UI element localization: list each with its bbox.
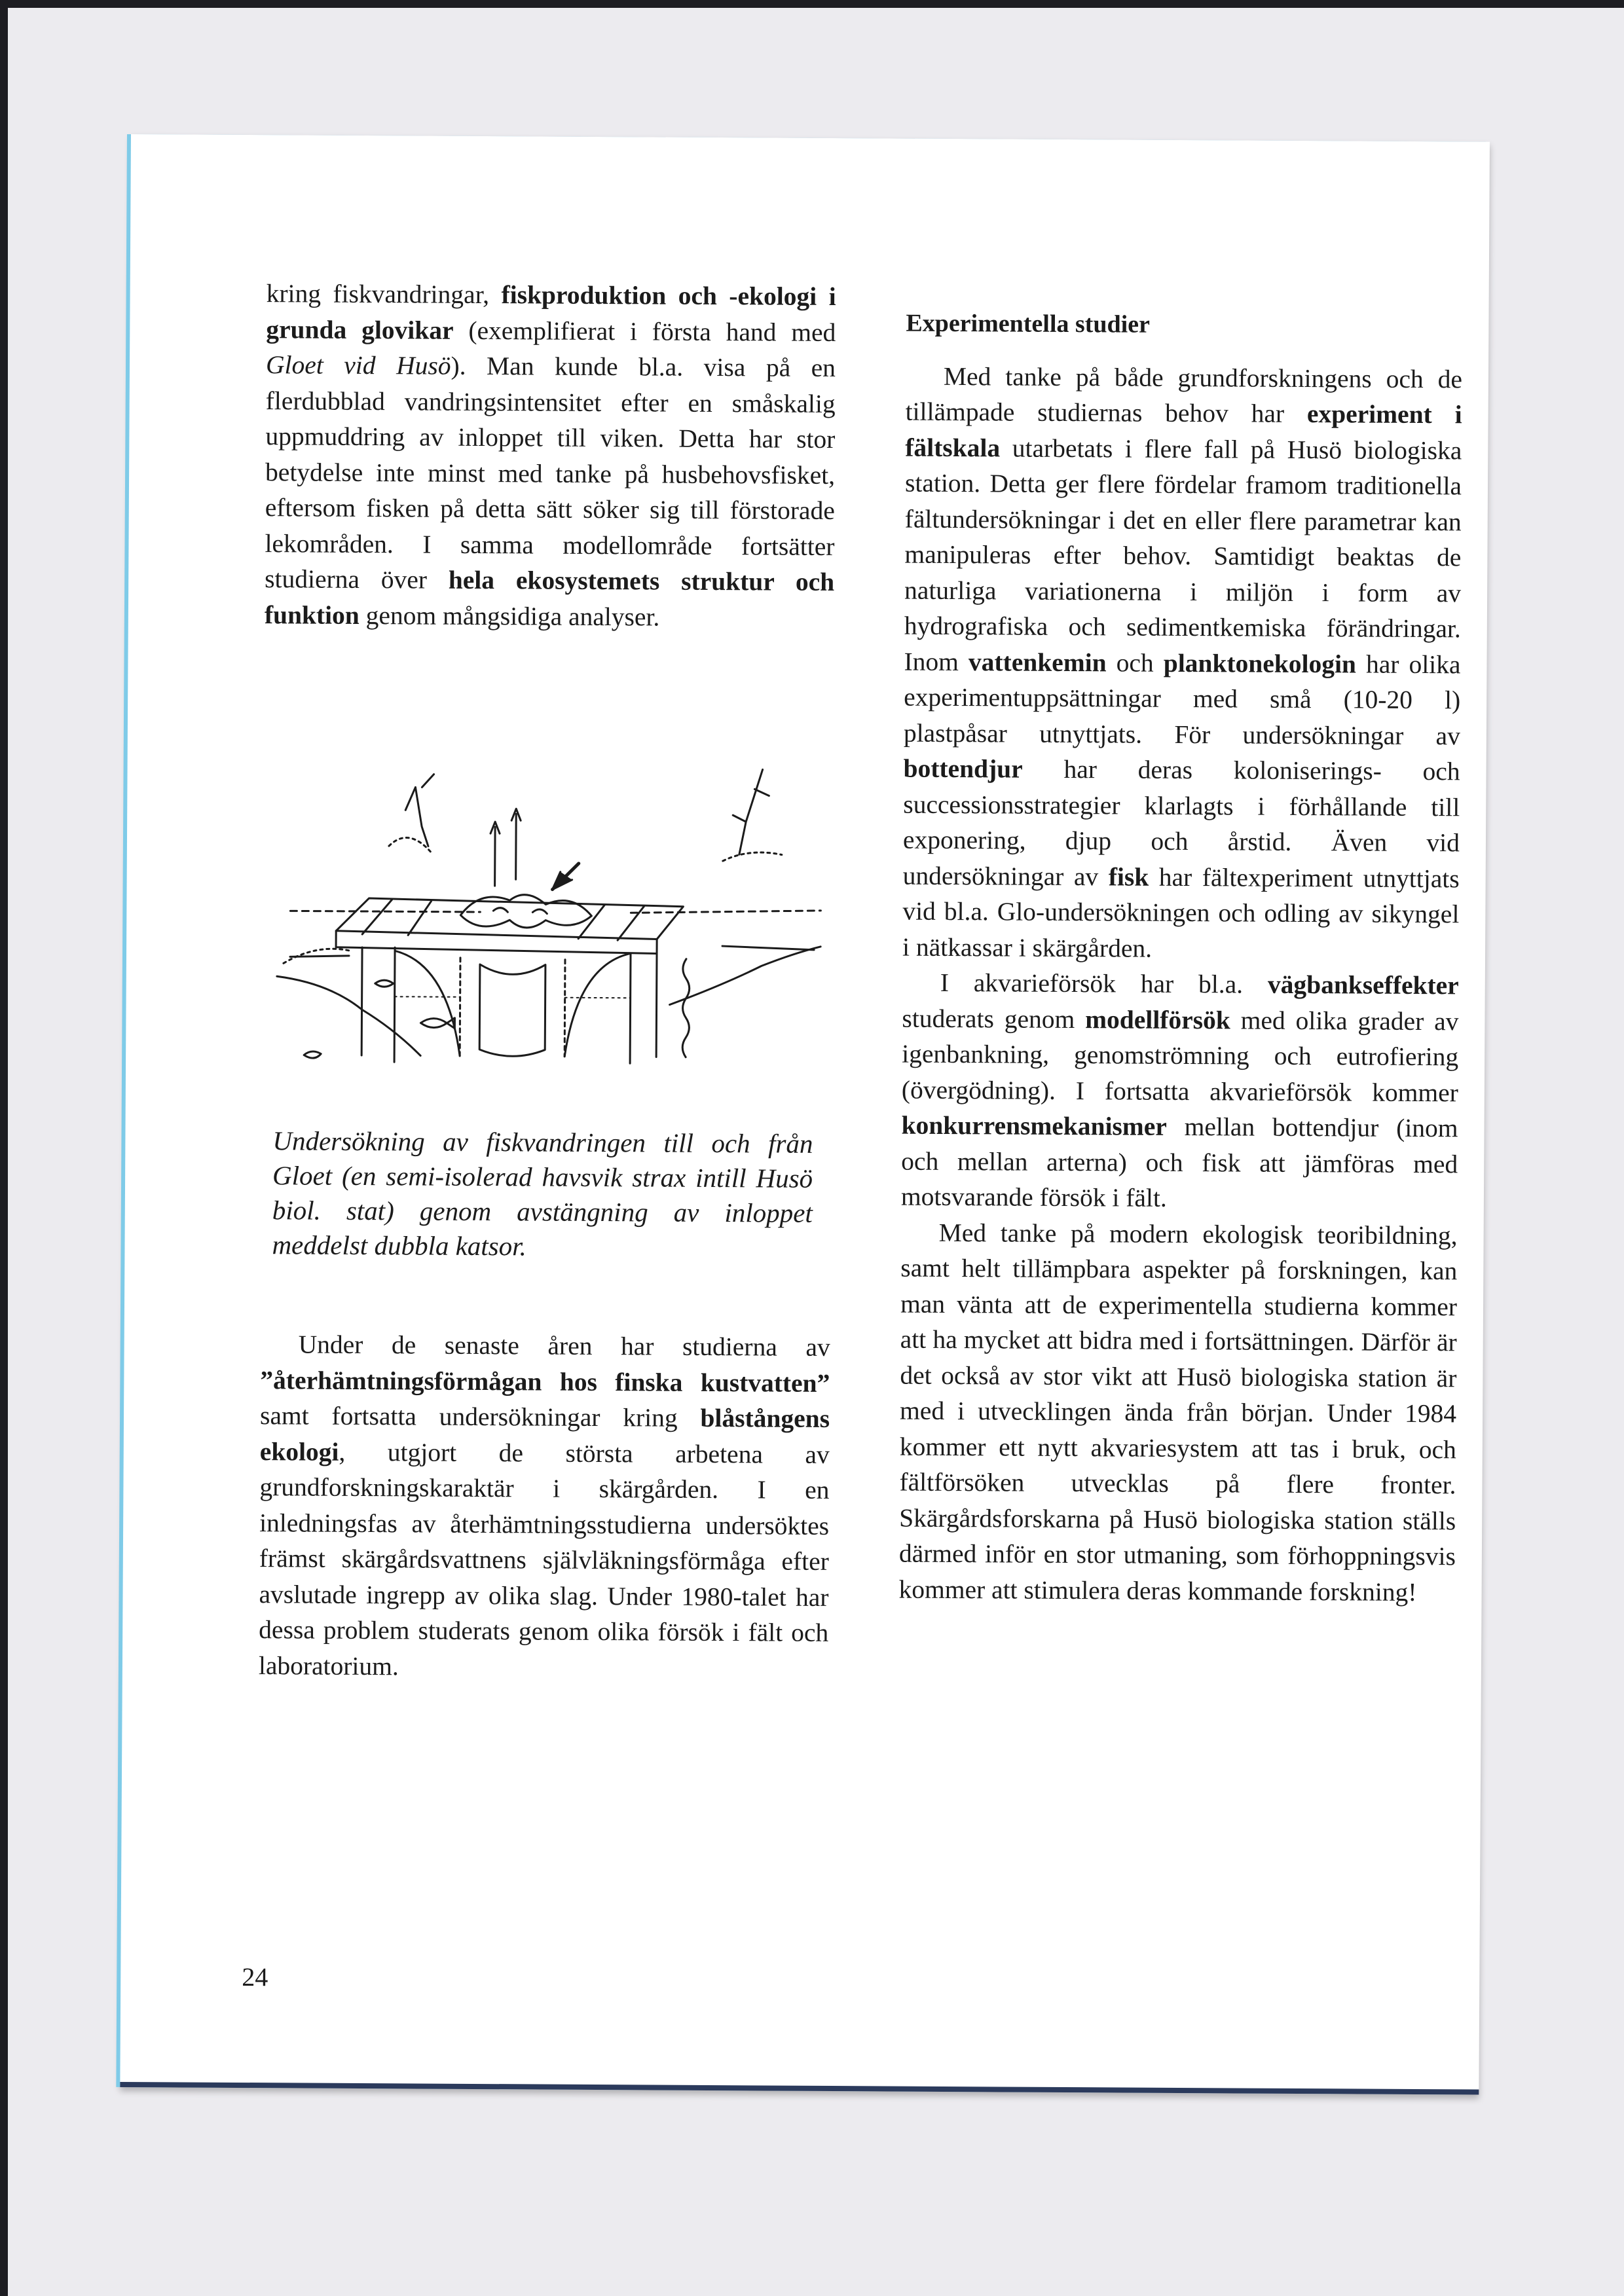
page-number: 24 xyxy=(242,1961,268,1992)
scan-edge-left xyxy=(0,0,8,2296)
document-page xyxy=(120,134,1490,2095)
right-paragraph-3: Med tanke på modern ekologisk teoribildning, samt helt tillämpbara aspekter på forskningen, kan man vänta att de experimentella studierna kommer att ha mycket att bidra med i fortsättningen. Därför är det också av stor vikt att Husö biologiska station är med i utvecklingen ända från början. Under 1984 kommer ett nytt akvariesystem att tas i bruk, och fältförsöken utvecklas på flere fronter. Skärgårdsforskarna på Husö biologiska station ställs därmed inför en stor utmaning, som förhoppningsvis kommer att stimulera deras kommande forskning! xyxy=(898,1218,1458,1607)
bold-term: blåstångens ekologi xyxy=(259,1403,830,1467)
bold-term: modellförsök xyxy=(1085,1004,1230,1034)
bold-term: ”återhämtningsförmågan hos finska kustvatten” xyxy=(260,1365,830,1398)
bold-term: fiskproduktion och -ekologi i grunda glovikar xyxy=(266,280,836,345)
left-paragraph-2: Under de senaste åren har studierna av ”återhämtningsförmågan hos finska kustvatten” samt fortsatta undersökningar kring blåstångens ekologi, utgjort de största arbetena av grundforskningskaraktär i skärgården. I en inledningsfas av återhämtningsstudierna undersöktes främst skärgårdsvattnens självläkningsförmåga efter avslutade ingrepp av olika slag. Under 1980-talet har dessa problem studerats genom olika försök i fält och laboratorium. xyxy=(258,1330,830,1681)
left-column xyxy=(265,276,836,636)
bold-term: experiment i fältskala xyxy=(905,399,1462,462)
right-column xyxy=(898,306,1462,1611)
section-heading: Experimentella studier xyxy=(906,309,1151,338)
bold-term: bottendjur xyxy=(903,754,1023,784)
italic-term: Gloet vid Husö xyxy=(265,350,451,380)
bold-term: konkurrensmekanismer xyxy=(901,1110,1167,1141)
right-paragraph-1: Med tanke på både grundforskningens och de tillämpade studiernas behov har experiment i fältskala utarbetats i flere fall på Husö biologiska station. Detta ger flere fördelar framom traditionella fältundersökningar i det en eller flere parametrar kan manipuleras efter behov. Samtidigt beaktas de naturliga variationerna i miljön i form av hydrografiska och sedimentkemiska förändringar. Inom vattenkemin och planktonekologin har olika experimentuppsättningar med små (10-20 l) plastpåsar utnyttjats. För undersökningar av bottendjur har deras koloniserings- och successionsstrategier klarlagts i förhållande till exponering, djup och årstid. Även vid undersökningar av fisk har fältexperiment utnyttjats vid bl.a. Glo-undersökningen och odling av sikyngel i nätkassar i skärgården. xyxy=(902,361,1463,963)
bold-term: vägbankseffekter xyxy=(1267,970,1459,1000)
left-paragraph-1: kring fiskvandringar, fiskproduktion och -ekologi i grunda glovikar (exemplifierat i första hand med Gloet vid Husö). Man kunde bl.a. visa på en flerdubblad vandringsintensitet efter en småskalig uppmuddring av inloppet till viken. Detta har stor betydelse inte minst med tanke på husbehovsfisket, eftersom fisken på detta sätt söker sig till förstorade lekområden. I samma modellområde fortsätter studierna över hela ekosystemets struktur och funktion genom mångsidiga analyser. xyxy=(264,279,836,632)
bold-term: hela ekosystemets struktur och funktion xyxy=(264,565,835,630)
fish-migration-illustration xyxy=(263,747,828,1091)
bold-term: planktonekologin xyxy=(1163,648,1357,678)
left-column-lower xyxy=(259,1326,830,1686)
scan-edge-top xyxy=(0,0,1624,8)
figure-caption: Undersökning av fiskvandringen till och från Gloet (en semi-isolerad havsvik strax intill Husö biol. stat) genom avstängning av inloppet meddelst dubbla katsor. xyxy=(272,1125,813,1262)
bold-term: vattenkemin xyxy=(968,647,1107,677)
right-paragraph-2: I akvarieförsök har bl.a. vägbankseffekter studerats genom modellförsök med olika grader av igenbankning, genomströmning och eutrofiering (övergödning). I fortsatta akvarieförsök kommer konkurrensmekanismer mellan bottendjur (inom och mellan arterna) och fisk att jämföras med motsvarande försök i fält. xyxy=(900,968,1459,1212)
bold-term: fisk xyxy=(1108,862,1149,892)
